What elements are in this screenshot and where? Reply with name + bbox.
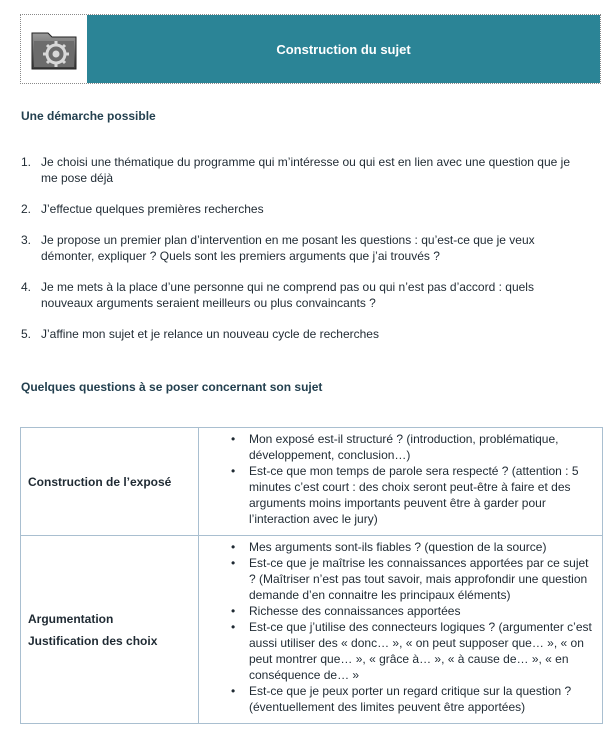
bullet-item: • Mes arguments sont-ils fiables ? (question de la source) (249, 539, 594, 555)
gear-folder-icon (23, 17, 85, 81)
list-item (21, 201, 576, 217)
bullet-item: • Mon exposé est-il structuré ? (introduction, problématique, développement, conclusion…) (249, 431, 594, 463)
section-title-questions: Quelques questions à se poser concernant son sujet (21, 380, 323, 394)
header-title-band (87, 15, 600, 83)
page-title: Construction du sujet (276, 41, 411, 57)
list-item-text: J’effectue quelques premières recherches (41, 202, 264, 216)
row-label: Construction de l’exposé (28, 474, 172, 489)
bullet-list (201, 539, 594, 715)
row-label: Justification des choix (28, 633, 158, 648)
list-item-text: Je me mets à la place d’une personne qui ne comprend pas ou qui n’est pas d’accord : quels nouveaux arguments seraient meilleurs ou plus convaincants ? (41, 280, 534, 310)
list-item (21, 279, 576, 311)
list-number: 2. (21, 202, 32, 216)
list-number: 4. (21, 280, 32, 294)
steps-list (21, 154, 576, 357)
row-label-cell (21, 536, 199, 724)
bullet-list (201, 431, 594, 527)
questions-table (20, 427, 603, 724)
header-banner (20, 14, 601, 84)
list-number: 3. (21, 233, 32, 247)
row-label-cell (21, 428, 199, 536)
bullet-item: • Richesse des connaissances apportées (249, 603, 594, 619)
list-item (21, 154, 576, 186)
list-item-text: Je propose un premier plan d’intervention en me posant les questions : qu’est-ce que je veux démonter, expliquer ? Quels sont les premiers arguments que j’ai trouvés ? (41, 233, 535, 263)
list-item-text: Je choisi une thématique du programme qui m’intéresse ou qui est en lien avec une question que je me pose déjà (41, 155, 570, 185)
row-bullets-cell (199, 428, 603, 536)
table-row (21, 428, 603, 536)
row-label: Argumentation (28, 611, 114, 626)
row-bullets-cell (199, 536, 603, 724)
section-title-demarche: Une démarche possible (21, 109, 156, 123)
list-item-text: J’affine mon sujet et je relance un nouveau cycle de recherches (41, 327, 379, 341)
bullet-item: • Est-ce que je peux porter un regard critique sur la question ? (éventuellement des limites peuvent être apportées) (249, 683, 594, 715)
table-row (21, 536, 603, 724)
bullet-item: • Est-ce que j’utilise des connecteurs logiques ? (argumenter c’est aussi utiliser des « donc… », « on peut supposer que… », « on peut montrer que… », « grâce à… », « à cause de… », « en conséquence de… » (249, 619, 594, 683)
bullet-item: • Est-ce que mon temps de parole sera respecté ? (attention : 5 minutes c’est court : des choix seront peut-être à faire et des arguments moins importants peuvent être à garder pour l’interaction avec le jury) (249, 463, 594, 527)
list-item (21, 232, 576, 264)
bullet-item: • Est-ce que je maîtrise les connaissances apportées par ce sujet ? (Maîtriser n’est pas tout savoir, mais approfondir une question demande d’en connaitre les principaux éléments) (249, 555, 594, 603)
list-number: 5. (21, 327, 32, 341)
list-number: 1. (21, 155, 32, 169)
list-item (21, 326, 576, 342)
